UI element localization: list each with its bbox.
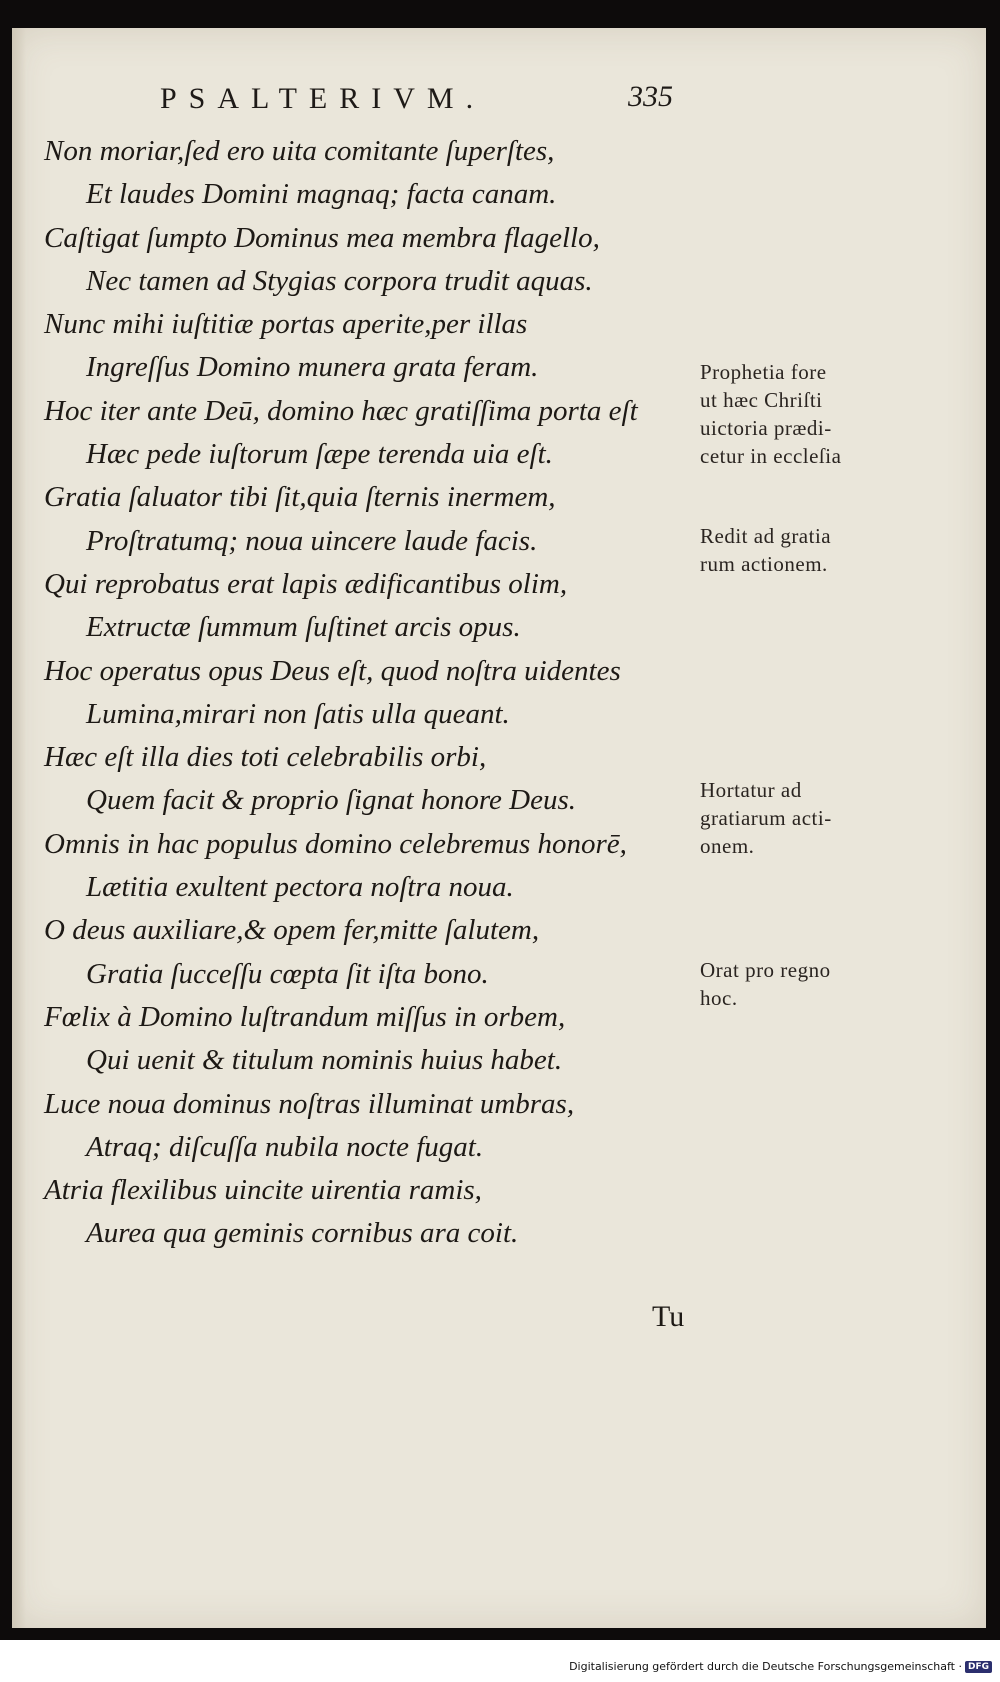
verse-line: Fœlix à Domino luſtrandum miſſus in orbem, [44, 1000, 566, 1033]
verse-line: Et laudes Domini magnaq; facta canam. [86, 178, 557, 211]
note-line: hoc. [700, 986, 738, 1010]
note-line: Hortatur ad [700, 778, 802, 802]
verse-line: Qui reprobatus erat lapis ædificantibus olim, [44, 567, 568, 600]
note-line: cetur in eccleſia [700, 444, 842, 468]
running-head: PSALTERIVM. [160, 82, 486, 115]
verse-line: Luce noua dominus noſtras illuminat umbras, [44, 1087, 575, 1120]
verse-line: O deus auxiliare,& opem fer,mitte ſalutem, [44, 914, 540, 947]
dfg-logo: DFG [965, 1661, 992, 1673]
verse-line: Nunc mihi iuſtitiæ portas aperite,per illas [44, 308, 528, 341]
verse-line: Caſtigat ſumpto Dominus mea membra flagello, [44, 221, 600, 254]
marginal-note [700, 522, 900, 578]
note-line: Orat pro regno [700, 958, 831, 982]
verse-line: Non moriar,ſed ero uita comitante ſuperſtes, [44, 135, 555, 167]
catchword: Tu [652, 1300, 685, 1333]
verse-line: Ingreſſus Domino munera grata feram. [86, 351, 539, 384]
page-number: 335 [628, 80, 673, 113]
note-line: onem. [700, 834, 755, 858]
marginal-note [700, 776, 900, 860]
note-line: uictoria prædi- [700, 416, 832, 440]
verse-block [44, 130, 684, 1256]
verse-line: Hæc eſt illa dies toti celebrabilis orbi, [44, 741, 487, 774]
verse-line: Aurea qua geminis cornibus ara coit. [86, 1217, 519, 1250]
verse-line: Nec tamen ad Stygias corpora trudit aquas. [86, 264, 593, 297]
note-line: gratiarum acti- [700, 806, 832, 830]
verse-line: Atria flexilibus uincite uirentia ramis, [44, 1174, 482, 1207]
verse-line: Gratia ſucceſſu cœpta ſit iſta bono. [86, 957, 489, 990]
verse-line: Hoc iter ante Deū, domino hæc gratiſſima porta eſt [44, 394, 638, 427]
verse-line: Omnis in hac populus domino celebremus honorē, [44, 827, 627, 860]
verse-line: Atraq; diſcuſſa nubila nocte fugat. [86, 1130, 484, 1163]
credit-text: Digitalisierung gefördert durch die Deutsche Forschungsgemeinschaft · [569, 1660, 962, 1673]
verse-line: Qui uenit & titulum nominis huius habet. [86, 1044, 563, 1077]
note-line: Redit ad gratia [700, 524, 832, 548]
note-line: ut hæc Chriſti [700, 388, 823, 412]
verse-line: Hoc operatus opus Deus eſt, quod noſtra uidentes [44, 654, 621, 687]
verse-line: Gratia ſaluator tibi ſit,quia ſternis inermem, [44, 481, 556, 514]
marginal-note [700, 956, 900, 1012]
digitization-credit [569, 1660, 992, 1673]
verse-line: Quem facit & proprio ſignat honore Deus. [86, 784, 577, 817]
verse-line: Hæc pede iuſtorum ſæpe terenda uia eſt. [86, 438, 553, 471]
verse-line: Proſtratumq; noua uincere laude facis. [86, 524, 538, 557]
note-line: rum actionem. [700, 552, 828, 576]
verse-line: Lætitia exultent pectora noſtra noua. [86, 871, 514, 904]
note-line: Prophetia fore [700, 360, 827, 384]
marginal-note [700, 358, 900, 470]
verse-line: Extructæ ſummum ſuſtinet arcis opus. [86, 611, 521, 644]
page-gutter-shadow [12, 28, 26, 1628]
verse-line: Lumina,mirari non ſatis ulla queant. [86, 697, 510, 730]
